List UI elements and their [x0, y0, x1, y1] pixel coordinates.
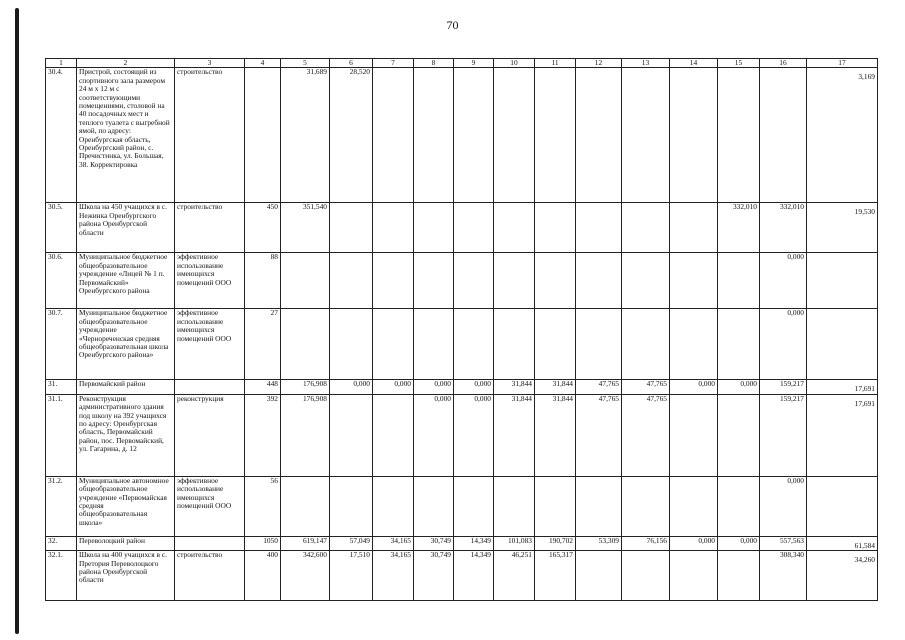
value-cell: 34,260 — [807, 551, 878, 601]
object-name-cell: Пристрой, состоящий из спортивного зала размером 24 м х 12 м с соответствующими помещениями, столовой на 40 посадочных мест и теплого туалета с выгребной ямой, по адресу: Оренбургская область, Оренбургский район, с. Пречистинка, ул. Большая, 38. Корректировка — [77, 68, 175, 203]
value-cell — [576, 309, 622, 380]
column-number-cell: 9 — [454, 59, 494, 68]
page-number: 70 — [446, 18, 459, 32]
value-cell — [576, 253, 622, 309]
value-cell — [494, 309, 535, 380]
value-cell — [807, 476, 878, 536]
value-cell — [494, 203, 535, 253]
value-cell: 31,844 — [494, 394, 535, 476]
value-cell — [718, 309, 760, 380]
value-cell — [414, 476, 454, 536]
value-cell — [535, 476, 576, 536]
value-cell: 190,702 — [535, 536, 576, 550]
work-type-cell — [175, 380, 245, 394]
value-cell: 332,010 — [760, 203, 807, 253]
value-cell: 0,000 — [760, 476, 807, 536]
object-name-cell: Реконструкция административного здания под школу на 392 учащихся по адресу: Оренбургская область, Первомайский район, пос. Первомайский, ул. Гагарина, д. 12 — [77, 394, 175, 476]
value-cell — [718, 476, 760, 536]
column-number-cell: 7 — [373, 59, 414, 68]
value-cell: 392 — [245, 394, 281, 476]
value-cell: 0,000 — [760, 309, 807, 380]
value-cell — [576, 68, 622, 203]
value-cell — [494, 68, 535, 203]
column-number-cell: 4 — [245, 59, 281, 68]
row-code-cell: 30.7. — [46, 309, 77, 380]
value-cell: 619,147 — [281, 536, 330, 550]
value-cell — [454, 203, 494, 253]
column-number-cell: 1 — [46, 59, 77, 68]
object-name-cell: Школа на 400 учащихся в с. Претория Переволоцкого района Оренбургской области — [77, 551, 175, 601]
value-cell: 46,251 — [494, 551, 535, 601]
value-cell: 3,169 — [807, 68, 878, 203]
value-cell: 308,340 — [760, 551, 807, 601]
value-cell: 0,000 — [454, 394, 494, 476]
value-cell: 351,540 — [281, 203, 330, 253]
value-cell — [373, 253, 414, 309]
value-cell — [670, 309, 718, 380]
table-row — [46, 68, 878, 203]
value-cell — [373, 394, 414, 476]
value-cell — [330, 203, 373, 253]
value-cell — [281, 309, 330, 380]
value-cell: 0,000 — [414, 380, 454, 394]
value-cell: 17,691 — [807, 380, 878, 394]
column-number-cell: 15 — [718, 59, 760, 68]
value-cell: 61,584 — [807, 536, 878, 550]
investment-table — [45, 58, 878, 601]
value-cell — [373, 68, 414, 203]
row-code-cell: 31.2. — [46, 476, 77, 536]
value-cell: 31,844 — [535, 380, 576, 394]
value-cell — [807, 309, 878, 380]
value-cell — [622, 309, 670, 380]
work-type-cell: эффективное использование имеющихся помещений ООО — [175, 253, 245, 309]
value-cell: 47,765 — [622, 394, 670, 476]
value-cell — [535, 309, 576, 380]
value-cell — [576, 203, 622, 253]
value-cell: 56 — [245, 476, 281, 536]
value-cell: 450 — [245, 203, 281, 253]
value-cell: 14,349 — [454, 536, 494, 550]
column-number-cell: 2 — [77, 59, 175, 68]
value-cell: 27 — [245, 309, 281, 380]
object-name-cell: Муниципальное автономное общеобразовательное учреждение «Первомайская средняя общеобразовательная школа» — [77, 476, 175, 536]
value-cell: 448 — [245, 380, 281, 394]
value-cell — [718, 68, 760, 203]
value-cell — [454, 476, 494, 536]
value-cell — [414, 68, 454, 203]
value-cell: 0,000 — [670, 536, 718, 550]
object-name-cell: Школа на 450 учащихся в с. Нежинка Оренбургского района Оренбургской области — [77, 203, 175, 253]
object-name-cell: Переволоцкий район — [77, 536, 175, 550]
value-cell: 76,156 — [622, 536, 670, 550]
value-cell — [718, 551, 760, 601]
value-cell: 34,165 — [373, 551, 414, 601]
column-number-row — [46, 59, 878, 68]
value-cell — [414, 253, 454, 309]
row-code-cell: 30.6. — [46, 253, 77, 309]
object-name-cell: Муниципальное бюджетное общеобразовательное учреждение «Чернореченская средняя общеобразовательная школа Оренбургского района» — [77, 309, 175, 380]
column-number-cell: 12 — [576, 59, 622, 68]
value-cell: 165,317 — [535, 551, 576, 601]
work-type-cell: строительство — [175, 68, 245, 203]
value-cell — [622, 551, 670, 601]
value-cell: 1050 — [245, 536, 281, 550]
row-code-cell: 31. — [46, 380, 77, 394]
value-cell — [535, 253, 576, 309]
column-number-cell: 5 — [281, 59, 330, 68]
value-cell — [373, 309, 414, 380]
work-type-cell — [175, 536, 245, 550]
value-cell — [330, 309, 373, 380]
value-cell: 176,908 — [281, 380, 330, 394]
table-row — [46, 551, 878, 601]
value-cell: 17,510 — [330, 551, 373, 601]
row-code-cell: 32.1. — [46, 551, 77, 601]
column-number-cell: 13 — [622, 59, 670, 68]
column-number-cell: 3 — [175, 59, 245, 68]
object-name-cell: Муниципальное бюджетное общеобразовательное учреждение «Лицей № 1 п. Первомайский» Оренбургского района — [77, 253, 175, 309]
value-cell — [454, 253, 494, 309]
table-row — [46, 476, 878, 536]
value-cell: 101,083 — [494, 536, 535, 550]
value-cell: 0,000 — [414, 394, 454, 476]
value-cell — [670, 253, 718, 309]
value-cell: 53,309 — [576, 536, 622, 550]
value-cell — [535, 203, 576, 253]
value-cell: 28,520 — [330, 68, 373, 203]
value-cell — [330, 394, 373, 476]
table-row — [46, 309, 878, 380]
column-number-cell: 17 — [807, 59, 878, 68]
value-cell: 557,563 — [760, 536, 807, 550]
value-cell — [670, 394, 718, 476]
value-cell — [373, 203, 414, 253]
value-cell — [576, 551, 622, 601]
value-cell — [414, 309, 454, 380]
value-cell — [330, 253, 373, 309]
row-code-cell: 32. — [46, 536, 77, 550]
value-cell: 0,000 — [760, 253, 807, 309]
row-code-cell: 30.4. — [46, 68, 77, 203]
value-cell: 159,217 — [760, 380, 807, 394]
value-cell — [807, 253, 878, 309]
value-cell — [576, 476, 622, 536]
value-cell: 342,600 — [281, 551, 330, 601]
binding-edge-mark — [15, 8, 19, 634]
row-code-cell: 31.1. — [46, 394, 77, 476]
value-cell — [622, 476, 670, 536]
value-cell: 0,000 — [670, 380, 718, 394]
value-cell: 47,765 — [576, 394, 622, 476]
value-cell — [622, 68, 670, 203]
column-number-cell: 8 — [414, 59, 454, 68]
value-cell: 47,765 — [576, 380, 622, 394]
value-cell — [535, 68, 576, 203]
work-type-cell: эффективное использование имеющихся помещений ООО — [175, 309, 245, 380]
column-number-cell: 14 — [670, 59, 718, 68]
table-row — [46, 380, 878, 394]
value-cell: 30,749 — [414, 551, 454, 601]
value-cell — [281, 476, 330, 536]
value-cell — [454, 68, 494, 203]
table-row — [46, 253, 878, 309]
value-cell — [760, 68, 807, 203]
value-cell — [494, 253, 535, 309]
value-cell: 0,000 — [330, 380, 373, 394]
value-cell — [622, 203, 670, 253]
column-number-cell: 6 — [330, 59, 373, 68]
value-cell: 88 — [245, 253, 281, 309]
object-name-cell: Первомайский район — [77, 380, 175, 394]
value-cell: 400 — [245, 551, 281, 601]
value-cell — [670, 203, 718, 253]
value-cell — [622, 253, 670, 309]
value-cell — [718, 394, 760, 476]
value-cell — [330, 476, 373, 536]
column-number-cell: 10 — [494, 59, 535, 68]
value-cell — [718, 253, 760, 309]
work-type-cell: строительство — [175, 203, 245, 253]
value-cell: 31,844 — [494, 380, 535, 394]
value-cell: 159,217 — [760, 394, 807, 476]
value-cell: 31,844 — [535, 394, 576, 476]
work-type-cell: строительство — [175, 551, 245, 601]
value-cell: 0,000 — [454, 380, 494, 394]
value-cell — [373, 476, 414, 536]
value-cell: 57,049 — [330, 536, 373, 550]
row-code-cell: 30.5. — [46, 203, 77, 253]
value-cell — [670, 68, 718, 203]
value-cell: 0,000 — [718, 380, 760, 394]
value-cell: 176,908 — [281, 394, 330, 476]
value-cell: 19,530 — [807, 203, 878, 253]
value-cell — [494, 476, 535, 536]
value-cell: 30,749 — [414, 536, 454, 550]
table-row — [46, 203, 878, 253]
column-number-cell: 11 — [535, 59, 576, 68]
table-row — [46, 394, 878, 476]
work-type-cell: эффективное использование имеющихся помещений ООО — [175, 476, 245, 536]
value-cell: 17,691 — [807, 394, 878, 476]
value-cell: 0,000 — [373, 380, 414, 394]
value-cell — [414, 203, 454, 253]
column-number-cell: 16 — [760, 59, 807, 68]
value-cell: 0,000 — [718, 536, 760, 550]
value-cell — [245, 68, 281, 203]
work-type-cell: реконструкция — [175, 394, 245, 476]
value-cell: 14,349 — [454, 551, 494, 601]
value-cell — [670, 551, 718, 601]
value-cell: 47,765 — [622, 380, 670, 394]
table-row — [46, 536, 878, 550]
value-cell — [454, 309, 494, 380]
value-cell — [670, 476, 718, 536]
value-cell — [281, 253, 330, 309]
value-cell: 31,689 — [281, 68, 330, 203]
value-cell: 332,010 — [718, 203, 760, 253]
value-cell: 34,165 — [373, 536, 414, 550]
